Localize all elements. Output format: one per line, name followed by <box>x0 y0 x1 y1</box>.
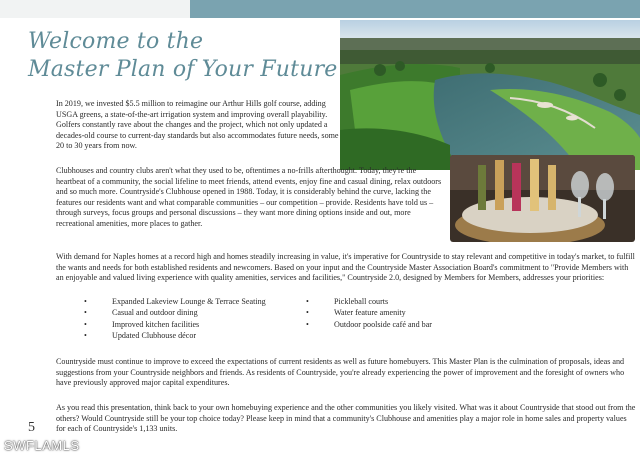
paragraph-demand: With demand for Naples homes at a record high and homes steadily increasing in value, it's imperative for Countryside to stay relevant and competitive in today's market, to fulfill the wants and needs for both established residents and newcomers. Based on your input and the Countryside Master Association Board's commitment to "Provide Members with an enjoyable and valued living experience with quality amenities, services and facilities," Countryside 2.0, designed by Members for Members, addresses your priorities: <box>56 252 635 283</box>
list-item: • Outdoor poolside café and bar <box>306 319 432 330</box>
paragraph-golf-course: In 2019, we invested $5.5 million to reimagine our Arthur Hills golf course, adding USGA greens, a state-of-the-art irrigation system and improving overall playability. Golfers constantly rave about the changes and the project, which not only updated a decades-old course to current-day standards but also accommodates future needs, some 20 to 30 years from now. <box>56 99 339 151</box>
champagne-bucket-photo <box>450 155 635 242</box>
list-item: • Water feature amenity <box>306 307 432 318</box>
paragraph-reflection: As you read this presentation, think back to your own homebuying experience and the other communities you likely visited. What was it about Countryside that stood out from the others? Would Countryside still be your top choice today? Please keep in mind that a community's Clubhouse and amenities play a major role in home sales and property values for each of Countryside's 1,133 units. <box>56 403 636 434</box>
paragraph-clubhouse: Clubhouses and country clubs aren't what they used to be, oftentimes a no-frills afterthought. Today, they're the heartbeat of a community, the social lifeline to meet friends, attend events, enjoy fine and casual dining, relax outdoors and so much more. Countryside's Clubhouse opened in 1988. Today, it is considerably behind the curve, lacking the features our residents want and what comparable communities – our competition – provide. Residents have told us – through surveys, focus groups and personal discussions – they want more dining options inside and out, more recreational amenities, more places to gather. <box>56 166 442 228</box>
title-line-2: Master Plan of Your Future <box>28 57 338 82</box>
top-bar-light <box>0 0 190 18</box>
list-item: • Pickleball courts <box>306 296 432 307</box>
list-item: • Casual and outdoor dining <box>84 307 266 318</box>
list-item: • Expanded Lakeview Lounge & Terrace Seating <box>84 296 266 307</box>
priorities-list-right <box>306 296 432 330</box>
list-item: • Improved kitchen facilities <box>84 319 266 330</box>
list-item: • Updated Clubhouse décor <box>84 330 266 341</box>
paragraph-improvement: Countryside must continue to improve to exceed the expectations of current residents as well as future homebuyers. This Master Plan is the culmination of proposals, ideas and suggestions from your Countryside neighbors and friends. As residents of Countryside, you're already experiencing the power of improvement and the foresight of owners who have previously approved major capital expenditures. <box>56 357 625 388</box>
golf-course-aerial-photo <box>340 20 640 170</box>
page-title <box>28 28 338 84</box>
top-bar-teal <box>190 0 640 18</box>
priorities-list-left <box>84 296 266 342</box>
mls-watermark: SWFLAMLS <box>4 438 80 453</box>
title-line-1: Welcome to the <box>28 29 204 54</box>
page-number: 5 <box>28 420 35 435</box>
